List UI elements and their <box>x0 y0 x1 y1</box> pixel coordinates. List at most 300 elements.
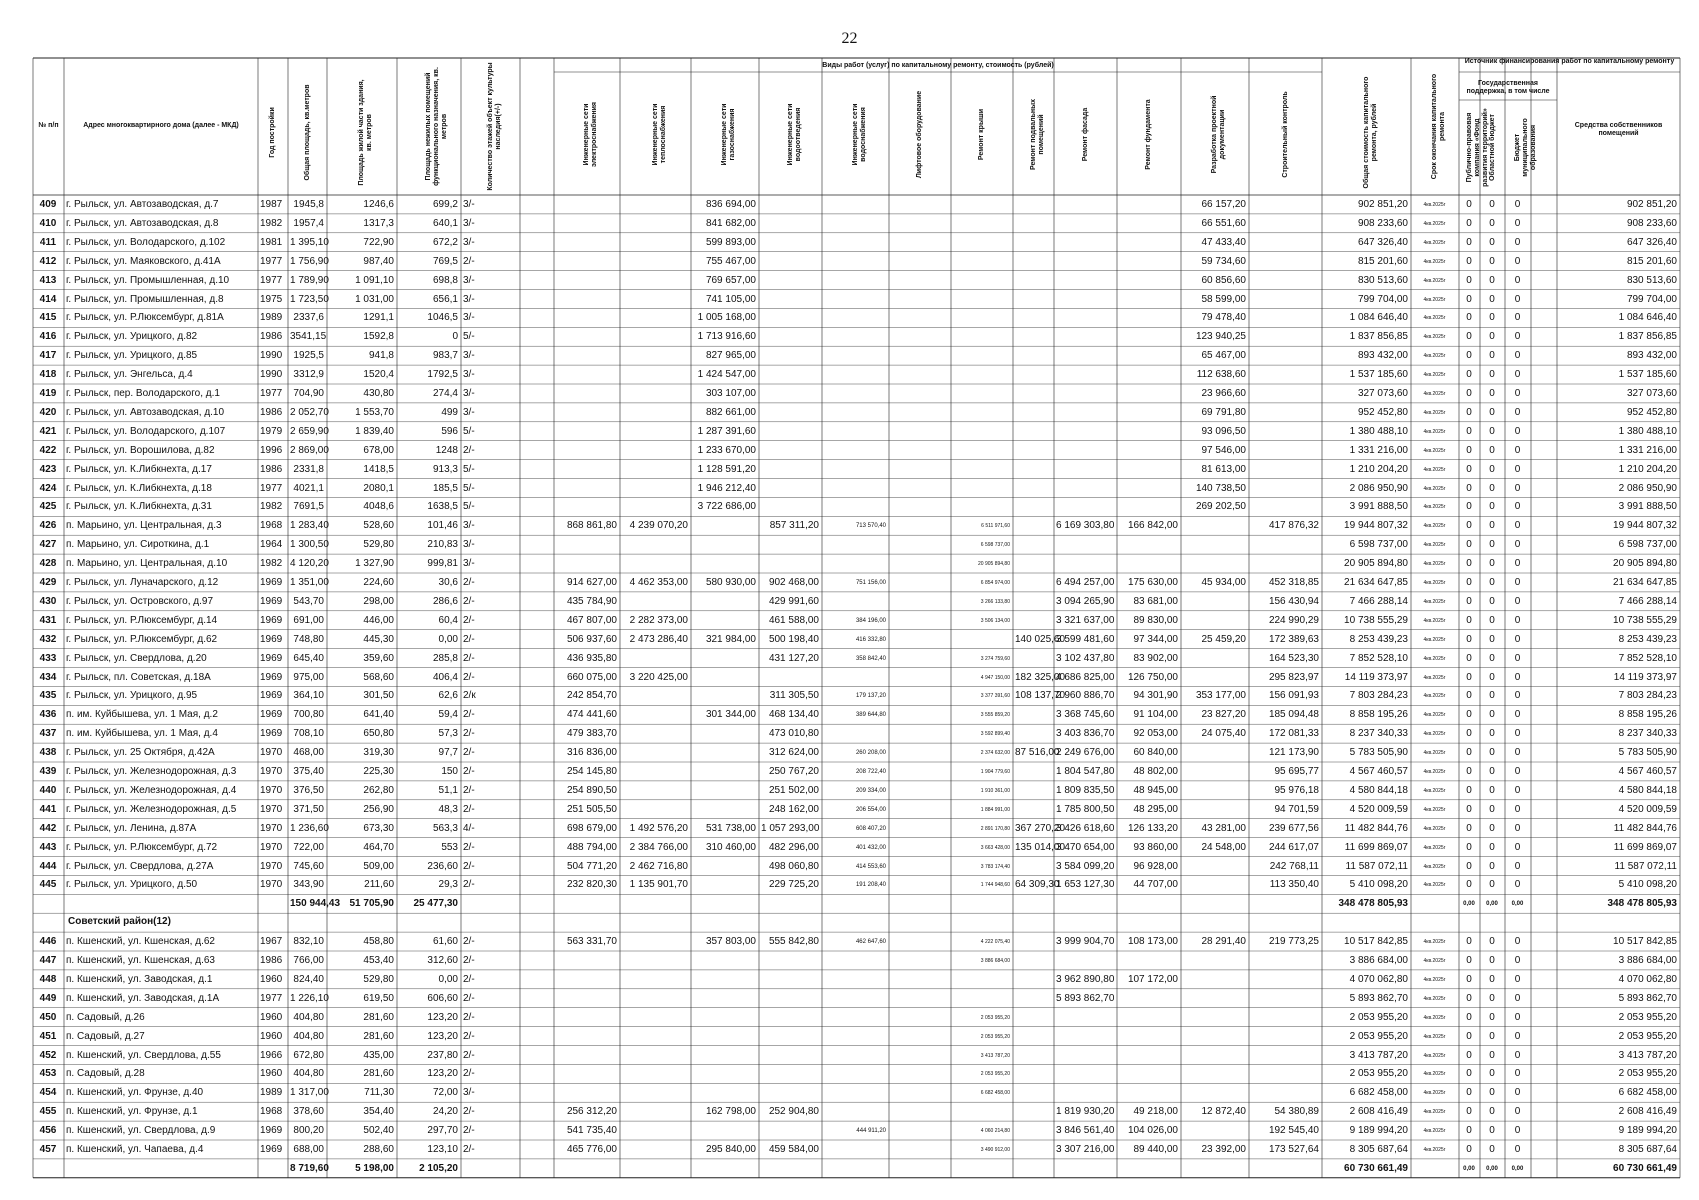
cell-ta: 1 283,40 <box>290 520 329 532</box>
cell-fnd: 92 053,00 <box>1133 728 1178 740</box>
cell-na: 698,8 <box>432 274 458 286</box>
cell-mu: 0 <box>1514 425 1521 437</box>
subtotal-mu: 0,00 <box>1511 901 1524 908</box>
cell-mu: 0 <box>1514 1011 1521 1023</box>
cell-rg: 0 <box>1489 350 1495 362</box>
cell-f: 2/- <box>463 1030 475 1042</box>
cell-elec: 868 861,80 <box>566 520 617 532</box>
cell-fnd: 104 026,00 <box>1127 1125 1178 1137</box>
cell-n: 457 <box>39 1144 57 1155</box>
cell-roof: 2 374 632,00 <box>980 750 1010 757</box>
cell-a: п. Марьино, ул. Сироткина, д.1 <box>66 539 210 551</box>
cell-fd: 0 <box>1466 520 1472 532</box>
cell-roof: 4 060 214,80 <box>980 1128 1010 1135</box>
header-nonres_area: Площадь нежилых помещений функционального назначения, кв. метров <box>425 67 448 186</box>
cell-elec: 479 383,70 <box>566 728 617 740</box>
cell-rg: 0 <box>1489 614 1495 626</box>
cell-ta: 1 317,00 <box>290 1087 329 1099</box>
cell-fnd: 91 104,00 <box>1133 709 1178 721</box>
cell-ow: 2 086 950,90 <box>1618 482 1677 494</box>
cell-la: 281,60 <box>363 1030 394 1042</box>
cell-a: г. Рыльск, ул. Ворошилова, д.82 <box>66 444 215 456</box>
cell-roof: 3 663 428,00 <box>980 844 1010 851</box>
cell-na: 672,2 <box>432 236 458 248</box>
cell-la: 1246,6 <box>363 199 394 210</box>
cell-ow: 902 851,20 <box>1626 199 1677 210</box>
cell-tot: 11 587 072,11 <box>1345 860 1408 872</box>
cell-dl: 4кв.2025г <box>1423 202 1446 208</box>
cell-roof: 3 413 787,20 <box>980 1052 1010 1059</box>
cell-y: 1989 <box>260 1087 283 1099</box>
cell-fd: 0 <box>1466 369 1472 381</box>
cell-fd: 0 <box>1466 236 1472 248</box>
cell-ta: 3541,15 <box>290 331 327 343</box>
cell-ta: 378,60 <box>293 1106 324 1118</box>
cell-tot: 830 513,60 <box>1357 274 1408 286</box>
cell-la: 225,30 <box>363 766 394 777</box>
cell-des: 81 613,00 <box>1201 463 1246 475</box>
cell-gas: 599 893,00 <box>705 236 756 248</box>
cell-mu: 0 <box>1514 690 1521 702</box>
cell-la: 1 839,40 <box>355 425 394 437</box>
cell-fac: 2 249 676,00 <box>1056 747 1115 759</box>
cell-la: 1291,1 <box>363 312 394 324</box>
cell-ow: 2 053 955,20 <box>1618 1030 1677 1042</box>
cell-f: 5/- <box>463 463 475 475</box>
cell-f: 2/- <box>463 879 475 891</box>
cell-ow: 14 119 373,97 <box>1613 671 1677 683</box>
cell-y: 1990 <box>260 369 283 381</box>
cell-elec: 660 075,00 <box>566 671 617 683</box>
subtotal-la: 5 198,00 <box>355 1162 394 1174</box>
cell-gas: 841 682,00 <box>705 217 756 229</box>
cell-n: 417 <box>39 350 57 362</box>
cell-a: п. Кшенский, ул. Свердлова, д.55 <box>66 1049 221 1061</box>
cell-mu: 0 <box>1514 350 1521 362</box>
cell-roof: 6 598 737,00 <box>980 542 1010 549</box>
cell-heat: 2 462 716,80 <box>629 860 688 872</box>
cell-tot: 1 331 216,00 <box>1349 444 1408 456</box>
cell-dl: 4кв.2025г <box>1423 220 1446 227</box>
cell-ow: 1 331 216,00 <box>1618 444 1677 456</box>
cell-n: 442 <box>39 822 57 834</box>
cell-elec: 488 794,00 <box>566 841 617 853</box>
cell-tot: 908 233,60 <box>1357 217 1408 229</box>
cell-dl: 4кв.2025г <box>1423 428 1446 435</box>
cell-fac: 3 368 745,60 <box>1056 709 1115 721</box>
header-living_area: Площадь жилой части здания, кв. метров <box>358 79 373 186</box>
subtotal-rg: 0,00 <box>1486 1165 1498 1172</box>
cell-tot: 19 944 807,32 <box>1344 520 1408 532</box>
cell-ctrl: 239 677,56 <box>1268 822 1319 834</box>
cell-y: 1970 <box>260 822 283 834</box>
cell-elec: 914 627,00 <box>566 577 617 588</box>
cell-mu: 0 <box>1514 803 1521 815</box>
cell-rg: 0 <box>1489 671 1495 683</box>
cell-mu: 0 <box>1514 558 1521 570</box>
cell-rg: 0 <box>1489 936 1495 948</box>
cell-wat: 179 137,20 <box>855 693 886 700</box>
cell-mu: 0 <box>1514 539 1521 551</box>
cell-roof: 3 886 684,00 <box>980 958 1010 964</box>
cell-roof: 3 274 759,60 <box>980 655 1010 662</box>
cell-na: 1792,5 <box>427 369 458 381</box>
cell-des: 45 934,00 <box>1201 577 1246 588</box>
cell-dl: 4кв.2025г <box>1423 1071 1446 1078</box>
cell-roof: 1 904 779,60 <box>980 769 1010 775</box>
cell-la: 941,8 <box>368 350 394 362</box>
header-num: № п/п <box>38 122 59 129</box>
cell-ta: 2337,6 <box>293 312 324 324</box>
cell-fd: 0 <box>1466 841 1472 853</box>
cell-dl: 4кв.2025г <box>1423 976 1446 983</box>
cell-fnd: 175 630,00 <box>1127 577 1178 588</box>
header-control: Строительный контроль <box>1281 91 1289 178</box>
cell-ta: 371,50 <box>293 803 324 815</box>
header-facade: Ремонт фасада <box>1081 107 1089 162</box>
cell-na: 285,8 <box>432 652 458 664</box>
cell-fd: 0 <box>1466 217 1472 229</box>
cell-la: 1317,3 <box>363 217 394 229</box>
cell-rg: 0 <box>1489 822 1495 834</box>
cell-wat: 608 407,20 <box>855 825 886 832</box>
cell-des: 65 467,00 <box>1201 350 1246 362</box>
cell-fnd: 83 681,00 <box>1133 595 1178 607</box>
cell-n: 431 <box>39 614 57 626</box>
cell-fd: 0 <box>1466 595 1472 607</box>
cell-ow: 6 682 458,00 <box>1618 1087 1677 1099</box>
cell-ow: 8 237 340,33 <box>1618 728 1677 740</box>
cell-y: 1960 <box>260 1068 283 1080</box>
cell-rg: 0 <box>1489 1011 1495 1023</box>
cell-roof: 1 910 361,00 <box>980 787 1010 794</box>
cell-rg: 0 <box>1489 312 1495 324</box>
cell-f: 3/- <box>463 369 475 381</box>
cell-ta: 1925,5 <box>293 350 324 362</box>
cell-f: 2/- <box>463 614 475 626</box>
cell-ctrl: 173 527,64 <box>1268 1144 1319 1155</box>
cell-f: 2/- <box>463 652 475 664</box>
cell-ctrl: 219 773,25 <box>1268 936 1319 948</box>
cell-dl: 4кв.2025г <box>1423 1147 1446 1153</box>
cell-mu: 0 <box>1514 199 1521 210</box>
cell-des: 58 599,00 <box>1201 293 1246 305</box>
cell-fd: 0 <box>1466 199 1472 210</box>
cell-ta: 1 226,10 <box>290 992 329 1004</box>
cell-n: 438 <box>39 747 57 759</box>
cell-ta: 688,00 <box>293 1144 324 1155</box>
cell-fd: 0 <box>1466 936 1472 948</box>
cell-roof: 2 891 170,80 <box>980 825 1010 832</box>
cell-n: 430 <box>39 595 57 607</box>
cell-elec: 254 890,50 <box>566 784 617 796</box>
cell-rg: 0 <box>1489 784 1495 796</box>
cell-dl: 4кв.2025г <box>1423 466 1446 473</box>
cell-fnd: 48 295,00 <box>1133 803 1178 815</box>
cell-n: 432 <box>39 633 57 645</box>
cell-wat: 358 842,40 <box>855 655 886 662</box>
cell-tot: 4 580 844,18 <box>1349 784 1408 796</box>
cell-fnd: 97 344,00 <box>1133 633 1178 645</box>
subtotal-tot: 348 478 805,93 <box>1338 898 1408 910</box>
cell-mu: 0 <box>1514 577 1521 588</box>
cell-rg: 0 <box>1489 558 1495 570</box>
cell-n: 439 <box>39 766 57 777</box>
cell-roof: 3 506 134,00 <box>980 617 1010 624</box>
cell-tot: 1 210 204,20 <box>1349 463 1408 475</box>
cell-dl: 4кв.2025г <box>1423 712 1446 719</box>
cell-tot: 952 452,80 <box>1357 406 1408 418</box>
cell-fd: 0 <box>1466 255 1472 267</box>
cell-na: 312,60 <box>427 955 458 966</box>
cell-fd: 0 <box>1466 388 1472 399</box>
cell-ctrl: 113 350,40 <box>1269 879 1319 891</box>
cell-mu: 0 <box>1514 936 1521 948</box>
subtotal-ow: 60 730 661,49 <box>1613 1162 1677 1174</box>
cell-mu: 0 <box>1514 747 1521 759</box>
cell-rg: 0 <box>1489 520 1495 532</box>
cell-dl: 4кв.2025г <box>1423 296 1446 303</box>
cell-f: 3/- <box>463 388 475 399</box>
cell-na: 1638,5 <box>427 501 458 513</box>
cell-fac: 1 809 835,50 <box>1056 784 1115 796</box>
cell-ow: 1 837 856,85 <box>1618 331 1677 343</box>
cell-la: 987,40 <box>363 255 394 267</box>
cell-la: 529,80 <box>363 539 394 551</box>
cell-dl: 4кв.2025г <box>1423 523 1446 530</box>
cell-tot: 6 598 737,00 <box>1349 539 1408 551</box>
cell-rg: 0 <box>1489 255 1495 267</box>
cell-gas: 1 005 168,00 <box>697 312 756 324</box>
cell-n: 419 <box>39 388 57 399</box>
cell-gas: 3 722 686,00 <box>697 501 756 513</box>
cell-n: 453 <box>39 1068 57 1080</box>
cell-rg: 0 <box>1489 955 1495 966</box>
cell-ta: 704,90 <box>293 388 324 399</box>
cell-y: 1982 <box>260 501 283 513</box>
cell-ta: 1 236,60 <box>290 822 329 834</box>
cell-tot: 2 086 950,90 <box>1349 482 1408 494</box>
cell-ta: 343,90 <box>293 879 324 891</box>
cell-heat: 3 220 425,00 <box>629 671 688 683</box>
cell-tot: 647 326,40 <box>1357 236 1408 248</box>
cell-n: 410 <box>39 217 57 229</box>
cell-fd: 0 <box>1466 747 1472 759</box>
subtotal-fd: 0,00 <box>1463 1165 1475 1172</box>
cell-rg: 0 <box>1489 747 1495 759</box>
cell-base: 108 137,70 <box>1015 690 1066 702</box>
cell-fac: 3 599 481,60 <box>1056 633 1115 645</box>
header-regional: Областной бюджет <box>1488 114 1496 181</box>
cell-a: п. Кшенский, ул. Кшенская, д.62 <box>66 936 215 948</box>
subtotal-ta: 8 719,60 <box>290 1162 329 1174</box>
cell-na: 297,70 <box>427 1125 458 1137</box>
cell-sew: 500 198,40 <box>768 633 819 645</box>
cell-sew: 431 127,20 <box>768 652 819 664</box>
cell-dl: 4кв.2025г <box>1423 882 1446 889</box>
cell-n: 448 <box>39 973 57 985</box>
cell-dl: 4кв.2025г <box>1423 731 1446 738</box>
cell-n: 424 <box>39 482 57 494</box>
cell-fnd: 60 840,00 <box>1133 747 1178 759</box>
cell-a: г. Рыльск, ул. Урицкого, д.95 <box>66 690 198 702</box>
cell-f: 3/- <box>463 406 475 418</box>
cell-f: 2/- <box>463 1049 475 1061</box>
cell-mu: 0 <box>1514 955 1521 966</box>
cell-ow: 952 452,80 <box>1626 406 1677 418</box>
cell-dl: 4кв.2025г <box>1423 1014 1446 1021</box>
cell-mu: 0 <box>1514 633 1521 645</box>
cell-fd: 0 <box>1466 406 1472 418</box>
cell-rg: 0 <box>1489 1068 1495 1080</box>
cell-ta: 2 052,70 <box>290 406 329 418</box>
cell-rg: 0 <box>1489 595 1495 607</box>
cell-y: 1989 <box>260 312 283 324</box>
cell-fac: 1 785 800,50 <box>1056 803 1115 815</box>
cell-fd: 0 <box>1466 293 1472 305</box>
cell-ow: 19 944 807,32 <box>1613 520 1677 532</box>
cell-rg: 0 <box>1489 1030 1495 1042</box>
cell-na: 210,83 <box>427 539 458 551</box>
cell-fd: 0 <box>1466 539 1472 551</box>
cell-fd: 0 <box>1466 879 1472 891</box>
header-gas: Инженерные сети газоснабжения <box>721 103 736 166</box>
cell-f: 2/- <box>463 595 475 607</box>
cell-mu: 0 <box>1514 236 1521 248</box>
cell-n: 416 <box>39 331 57 343</box>
cell-tot: 20 905 894,80 <box>1344 558 1408 570</box>
cell-na: 97,7 <box>438 747 458 759</box>
cell-y: 1970 <box>260 747 283 759</box>
cell-la: 1418,5 <box>363 463 394 475</box>
cell-a: г. Рыльск, пер. Володарского, д.1 <box>66 388 220 399</box>
cell-ctrl: 244 617,07 <box>1268 841 1319 853</box>
cell-heat: 2 282 373,00 <box>629 614 688 626</box>
cell-ow: 5 783 505,90 <box>1618 747 1677 759</box>
cell-n: 451 <box>39 1030 57 1042</box>
cell-ctrl: 156 091,93 <box>1268 690 1319 702</box>
cell-a: г. Рыльск, ул. 25 Октября, д.42А <box>66 747 215 759</box>
subtotal-mu: 0,00 <box>1511 1165 1524 1172</box>
cell-mu: 0 <box>1514 293 1521 305</box>
header-year: Год постройки <box>269 107 276 158</box>
cell-elec: 467 807,00 <box>566 614 617 626</box>
cell-roof: 3 592 899,40 <box>980 731 1010 738</box>
cell-la: 1520,4 <box>363 369 394 381</box>
cell-na: 1248 <box>435 444 458 456</box>
cell-f: 2/- <box>463 1144 475 1155</box>
cell-fd: 0 <box>1466 992 1472 1004</box>
cell-mu: 0 <box>1514 614 1521 626</box>
cell-sew: 461 588,00 <box>768 614 819 626</box>
cell-fd: 0 <box>1466 633 1472 645</box>
cell-rg: 0 <box>1489 425 1495 437</box>
cell-ta: 1 756,90 <box>290 255 329 267</box>
header-deadline: Срок окончания капитального ремонта <box>1431 73 1446 180</box>
cell-a: г. Рыльск, ул. К.Либкнехта, д.31 <box>66 501 212 513</box>
cell-base: 87 516,00 <box>1015 747 1060 759</box>
cell-roof: 3 377 391,60 <box>980 693 1010 700</box>
cell-a: п. им. Куйбышева, ул. 1 Мая, д.2 <box>66 709 218 721</box>
cell-na: 606,60 <box>427 992 458 1004</box>
cell-f: 2/- <box>463 766 475 777</box>
cell-fnd: 83 902,00 <box>1133 652 1178 664</box>
cell-roof: 20 905 894,80 <box>978 561 1010 568</box>
cell-wat: 191 208,40 <box>855 882 886 889</box>
cell-a: г. Рыльск, ул. Железнодорожная, д.4 <box>66 784 237 796</box>
cell-wat: 389 644,80 <box>855 712 886 719</box>
cell-gas: 769 657,00 <box>705 274 756 286</box>
cell-ctrl: 172 081,33 <box>1268 728 1319 740</box>
cell-wat: 751 156,00 <box>855 580 886 586</box>
cell-roof: 6 682 458,00 <box>980 1090 1010 1097</box>
cell-fac: 1 804 547,80 <box>1056 766 1115 777</box>
cell-mu: 0 <box>1514 728 1521 740</box>
cell-na: 123,20 <box>427 1030 458 1042</box>
cell-ta: 1 300,50 <box>290 539 329 551</box>
cell-na: 59,4 <box>438 709 458 721</box>
cell-tot: 21 634 647,85 <box>1344 577 1408 588</box>
cell-na: 62,6 <box>438 690 458 702</box>
cell-mu: 0 <box>1514 766 1521 777</box>
cell-f: 2/- <box>463 728 475 740</box>
cell-fd: 0 <box>1466 425 1472 437</box>
cell-na: 286,6 <box>432 595 458 607</box>
cell-ow: 11 482 844,76 <box>1613 822 1677 834</box>
cell-fnd: 48 802,00 <box>1133 766 1178 777</box>
subtotal-rg: 0,00 <box>1486 901 1498 908</box>
cell-f: 5/- <box>463 425 475 437</box>
cell-fd: 0 <box>1466 444 1472 456</box>
cell-roof: 4 947 150,00 <box>980 674 1010 681</box>
cell-y: 1986 <box>260 463 283 475</box>
cell-tot: 8 237 340,33 <box>1349 728 1408 740</box>
cell-ow: 8 858 195,26 <box>1618 709 1677 721</box>
cell-mu: 0 <box>1514 312 1521 324</box>
cell-na: 60,4 <box>438 614 458 626</box>
cell-f: 2/- <box>463 633 475 645</box>
cell-y: 1969 <box>260 1125 283 1137</box>
cell-ow: 1 210 204,20 <box>1618 463 1677 475</box>
cell-tot: 8 253 439,23 <box>1349 633 1408 645</box>
cell-na: 553 <box>441 841 458 853</box>
cell-la: 529,80 <box>363 973 394 985</box>
cell-ta: 364,10 <box>293 690 324 702</box>
cell-dl: 4кв.2025г <box>1423 806 1446 813</box>
cell-fac: 3 584 099,20 <box>1056 860 1115 872</box>
cell-ta: 672,80 <box>293 1049 324 1061</box>
cell-des: 23 827,20 <box>1201 709 1246 721</box>
cell-na: 699,2 <box>432 199 458 210</box>
cell-y: 1981 <box>260 236 283 248</box>
cell-na: 51,1 <box>438 784 458 796</box>
cell-a: п. Кшенский, ул. Фрунзе, д.40 <box>66 1087 204 1099</box>
subtotal-ow: 348 478 805,93 <box>1607 898 1677 910</box>
cell-base: 64 309,30 <box>1015 879 1060 891</box>
cell-a: г. Рыльск, ул. Свердлова, д.20 <box>66 652 207 664</box>
cell-rg: 0 <box>1489 879 1495 891</box>
cell-sew: 857 311,20 <box>769 520 819 532</box>
cell-ctrl: 185 094,48 <box>1268 709 1319 721</box>
cell-dl: 4кв.2025г <box>1423 504 1446 511</box>
cell-gas: 1 233 670,00 <box>697 444 756 456</box>
header-basement: Ремонт подвальных помещений <box>1029 98 1045 171</box>
cell-n: 426 <box>39 520 57 532</box>
cell-na: 1046,5 <box>427 312 458 324</box>
cell-rg: 0 <box>1489 444 1495 456</box>
cell-f: 5/- <box>463 331 475 343</box>
cell-tot: 10 517 842,85 <box>1344 936 1408 948</box>
